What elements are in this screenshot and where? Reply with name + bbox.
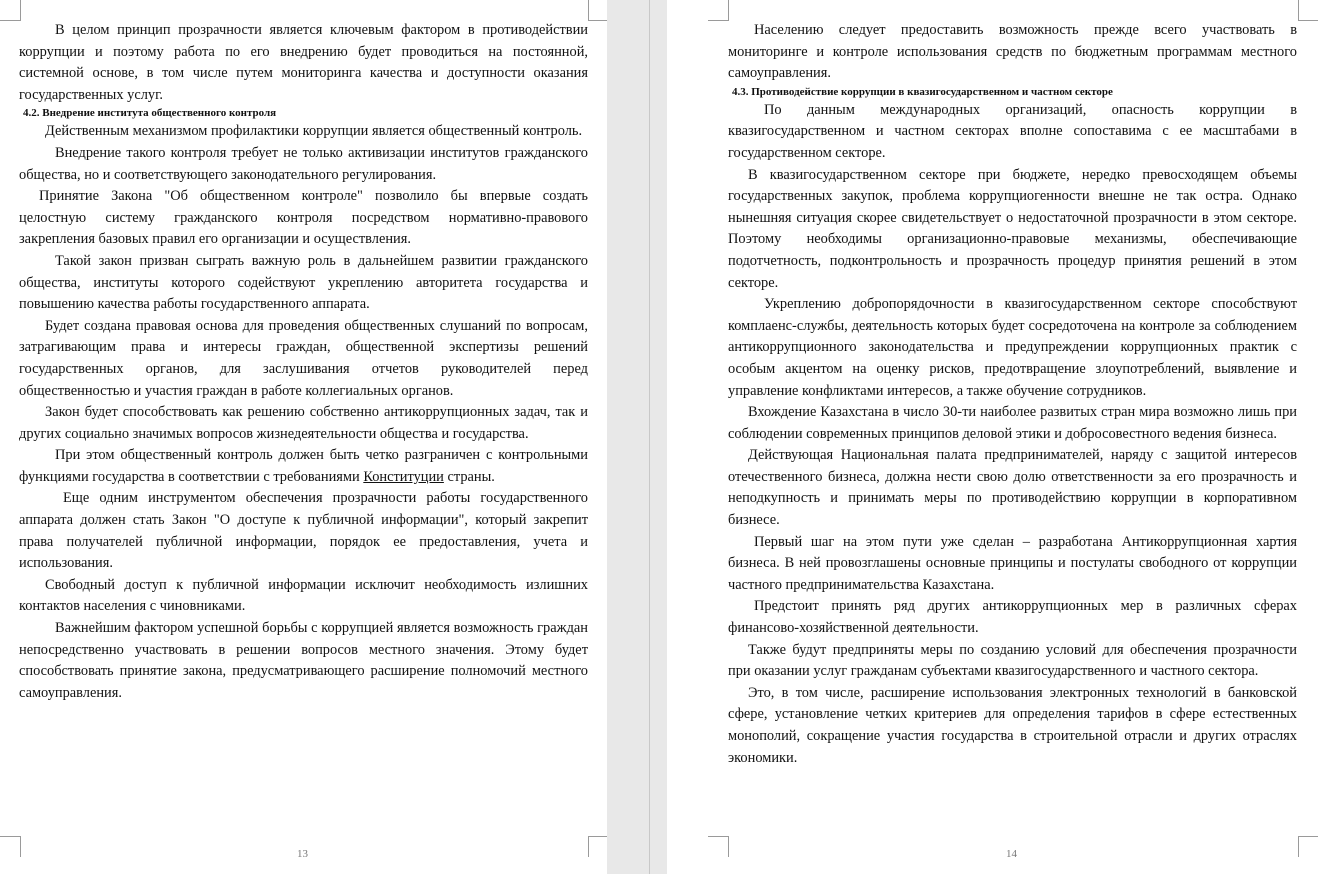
- crop-mark: [708, 836, 729, 857]
- paragraph[interactable]: Будет создана правовая основа для проведения общественных слушаний по вопросам, затрагивающим права и интересы граждан, общественной экспертизы решений государственных органов, для заслушивания отчетов руководителей перед общественностью и участия граждан в работе коллегиальных органов.: [19, 317, 588, 399]
- crop-mark: [588, 0, 607, 21]
- paragraph[interactable]: Действенным механизмом профилактики коррупции является общественный контроль.: [45, 123, 583, 140]
- paragraph[interactable]: Предстоит принять ряд других антикоррупционных мер в различных сферах финансово-хозяйственной деятельности.: [728, 598, 1297, 637]
- paragraph[interactable]: Укреплению добропорядочности в квазигосударственном секторе способствуют комплаенс-службы, деятельность которых будет сосредоточена на контроле за соблюдением антикоррупционного законодательства и предупреждении коррупционных практик с особым акцентом на оценку рисков, предотвращение злоупотреблений, выявление и управление конфликтами интересов, а также обучение сотрудников.: [728, 296, 1297, 399]
- crop-mark: [1298, 0, 1318, 21]
- paragraph[interactable]: Свободный доступ к публичной информации исключит необходимость излишних контактов населения с чиновниками.: [19, 576, 588, 615]
- paragraph[interactable]: [19, 445, 588, 488]
- crop-mark: [0, 836, 21, 857]
- section-heading[interactable]: 4.3. Противодействие коррупции в квазигосударственном и частном секторе: [732, 85, 1113, 98]
- constitution-link[interactable]: Конституции: [363, 468, 444, 485]
- page-number: 13: [297, 848, 308, 860]
- paragraph[interactable]: Населению следует предоставить возможность прежде всего участвовать в мониторинге и контроле использования средств по бюджетным программам местного самоуправления.: [728, 22, 1297, 82]
- paragraph[interactable]: Вхождение Казахстана в число 30-ти наиболее развитых стран мира возможно лишь при соблюдении современных принципов деловой этики и добросовестного ведения бизнеса.: [728, 404, 1297, 442]
- page-number: 14: [1006, 848, 1017, 860]
- paragraph[interactable]: Это, в том числе, расширение использования электронных технологий в банковской сфере, установление четких критериев для определения тарифов в сфере естественных монополий, сокращение участия государства в строительной отрасли и других отраслях экономики.: [728, 684, 1297, 766]
- paragraph[interactable]: Внедрение такого контроля требует не только активизации институтов гражданского общества, но и соответствующего законодательного регулирования.: [19, 144, 588, 183]
- paragraph[interactable]: Также будут предприняты меры по созданию условий для обеспечения прозрачности при оказании услуг гражданам субъектами квазигосударственного и частного сектора.: [728, 641, 1297, 680]
- page-gap: [607, 0, 667, 874]
- page-body: [728, 20, 1297, 769]
- paragraph-text: При этом общественный контроль должен быть четко разграничен с контрольными функциями государства в соответствии с требованиями: [19, 447, 588, 485]
- page-body: [19, 20, 588, 704]
- page-divider: [649, 0, 650, 874]
- paragraph[interactable]: Закон будет способствовать как решению собственно антикоррупционных задач, так и других социально значимых вопросов жизнедеятельности общества и государства.: [19, 404, 588, 442]
- paragraph-text: страны.: [443, 468, 495, 485]
- crop-mark: [708, 0, 729, 21]
- paragraph[interactable]: Действующая Национальная палата предпринимателей, наряду с защитой интересов отечественного бизнеса, должна нести свою долю ответственности за его прозрачность и неподкупность и принимать меры по противодействию коррупции в корпоративном бизнесе.: [728, 447, 1297, 529]
- paragraph[interactable]: По данным международных организаций, опасность коррупции в квазигосударственном и частном секторах вполне сопоставима с ее масштабами в государственном секторе.: [728, 101, 1297, 161]
- document-page-14: [667, 0, 1318, 874]
- paragraph[interactable]: Важнейшим фактором успешной борьбы с коррупцией является возможность граждан непосредственно участвовать в решении вопросов местного значения. Этому будет способствовать принятие закона, предусматривающего расширение полномочий местного самоуправления.: [19, 620, 588, 701]
- paragraph[interactable]: Такой закон призван сыграть важную роль в дальнейшем развитии гражданского общества, институты которого содействуют укреплению авторитета государства и повышению качества работы государственного аппарата.: [19, 252, 588, 313]
- paragraph[interactable]: В квазигосударственном секторе при бюджете, нередко превосходящем объемы государственных закупок, проблема коррупциогенности внешне не так остра. Однако нынешняя ситуация скорее свидетельствует о недостаточной прозрачности в этом секторе. Поэтому необходимы организационно-правовые механизмы, обеспечивающие подотчетность, подконтрольность и прозрачность процедур принятия решений в этом секторе.: [728, 166, 1297, 291]
- paragraph[interactable]: Еще одним инструментом обеспечения прозрачности работы государственного аппарата должен стать Закон "О доступе к публичной информации", который закрепит права получателей публичной информации, порядок ее предоставления, учета и использования.: [19, 490, 588, 572]
- paragraph[interactable]: Принятие Закона "Об общественном контроле" позволило бы впервые создать целостную систему гражданского контроля посредством нормативно-правового закрепления базовых правил его организации и осуществления.: [19, 188, 588, 248]
- crop-mark: [588, 836, 607, 857]
- document-page-13: [0, 0, 607, 874]
- paragraph[interactable]: Первый шаг на этом пути уже сделан – разработана Антикоррупционная хартия бизнеса. В ней провозглашены основные принципы и постулаты свободного от коррупции частного предпринимательства Казахстана.: [728, 533, 1297, 593]
- crop-mark: [1298, 836, 1318, 857]
- paragraph[interactable]: В целом принцип прозрачности является ключевым фактором в противодействии коррупции и поэтому работа по его внедрению будет проводиться на постоянной, системной основе, в том числе путем мониторинга качества и доступности оказания государственных услуг.: [19, 22, 588, 103]
- section-heading[interactable]: 4.2. Внедрение института общественного контроля: [23, 107, 277, 120]
- crop-mark: [0, 0, 21, 21]
